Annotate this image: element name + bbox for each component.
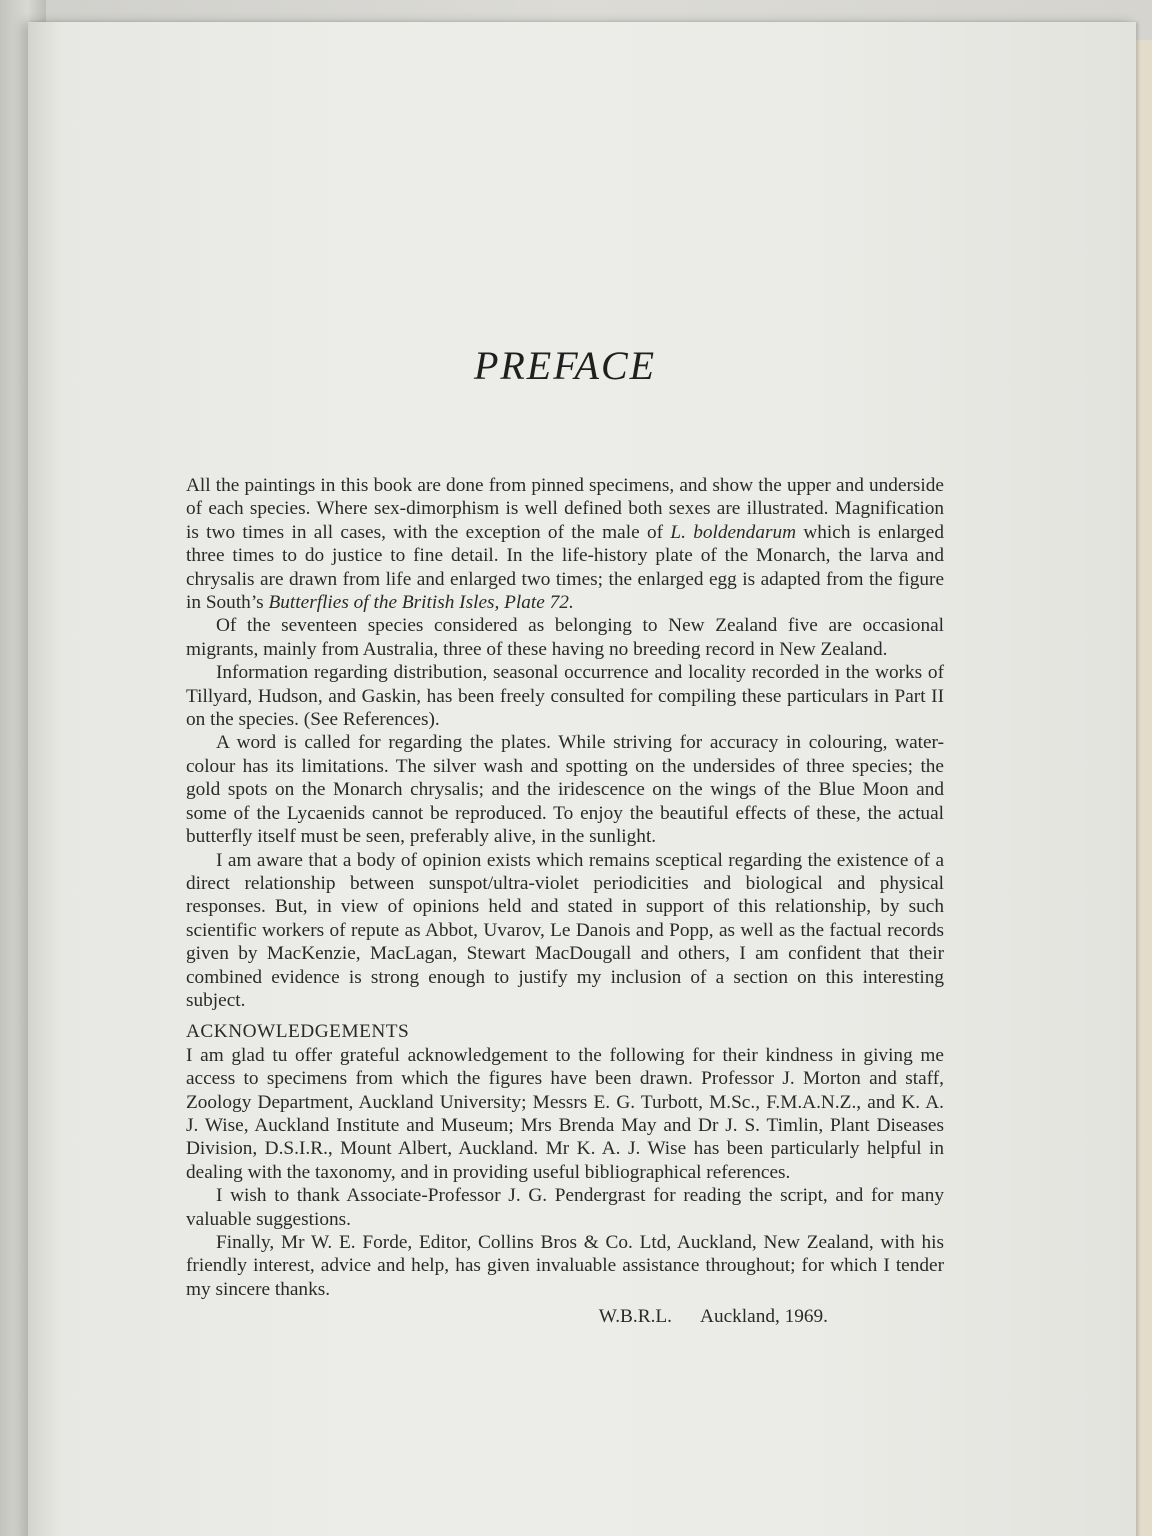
acknowledgements-paragraph-1: I am glad tu offer grateful acknowledgement to the following for their kindness in giving me access to specimens from which the figures have been drawn. Professor J. Morton and staff, Zoology Department, Auckland University; Messrs E. G. Turbott, M.Sc., F.M.A.N.Z., and K. A. J. Wise, Auckland Institute and Museum; Mrs Brenda May and Dr J. S. Timlin, Plant Diseases Division, D.S.I.R., Mount Albert, Auckland. Mr K. A. J. Wise has been particularly helpful in dealing with the taxonomy, and in providing useful bibliographical references. — [186, 1044, 944, 1183]
signature-line — [186, 1305, 944, 1328]
signature-place-date: Auckland, 1969. — [700, 1306, 828, 1328]
acknowledgements-paragraph-3: Finally, Mr W. E. Forde, Editor, Collins Bros & Co. Ltd, Auckland, New Zealand, with his friendly interest, advice and help, has given invaluable assistance throughout; for which I tender my sincere thanks. — [186, 1232, 944, 1300]
paragraph-1-text-b: which is enlarged three times to do justice to fine detail. In the life-history plate of the Monarch, the larva and chrysalis are drawn from life and enlarged two times; the enlarged egg is adapted from the figure in South’s — [186, 521, 944, 614]
page-title: PREFACE — [473, 343, 657, 388]
preface-paragraph-3: Information regarding distribution, seasonal occurrence and locality recorded in the works of Tillyard, Hudson, and Gaskin, has been freely consulted for compiling these particulars in Part II on the species. (See References). — [186, 662, 944, 731]
paragraph-1-text-a: All the paintings in this book are done from pinned specimens, and show the upper and underside of each species. Where sex-dimorphism is well defined both sexes are illustrated. Magnification is two times in all cases, with the exception of the male of — [186, 475, 944, 543]
preface-paragraph-2: Of the seventeen species considered as belonging to New Zealand five are occasional migrants, mainly from Australia, three of these having no breeding record in New Zealand. — [186, 615, 944, 660]
book-page — [28, 22, 1136, 1536]
signature-initials: W.B.R.L. — [598, 1306, 673, 1328]
acknowledgements-paragraph-2: I wish to thank Associate-Professor J. G. Pendergrast for reading the script, and for many valuable suggestions. — [186, 1185, 944, 1230]
preface-body — [186, 474, 944, 1329]
acknowledgements-heading: ACKNOWLEDGEMENTS — [186, 1021, 410, 1043]
preface-paragraph-1 — [186, 474, 944, 614]
species-name-italic: L. boldendarum — [670, 521, 797, 543]
preface-paragraph-5: I am aware that a body of opinion exists which remains sceptical regarding the existence of a direct relationship between sunspot/ultra-violet periodicities and biological and physical responses. But, in view of opinions held and stated in support of this relationship, by such scientific workers of repute as Abbot, Uvarov, Le Danois and Popp, as well as the factual records given by MacKenzie, MacLagan, Stewart MacDougall and others, I am confident that their combined evidence is strong enough to justify my inclusion of a section on this interesting subject. — [186, 849, 944, 1011]
book-reference-italic: Butterflies of the British Isles, Plate 72. — [268, 592, 574, 614]
preface-paragraph-4: A word is called for regarding the plates. While striving for accuracy in colouring, water-colour has its limitations. The silver wash and spotting on the undersides of three species; the gold spots on the Monarch chrysalis; and the iridescence on the wings of the Blue Moon and some of the Lycaenids cannot be reproduced. To enjoy the beautiful effects of these, the actual butterfly itself must be seen, preferably alive, in the sunlight. — [186, 732, 944, 848]
